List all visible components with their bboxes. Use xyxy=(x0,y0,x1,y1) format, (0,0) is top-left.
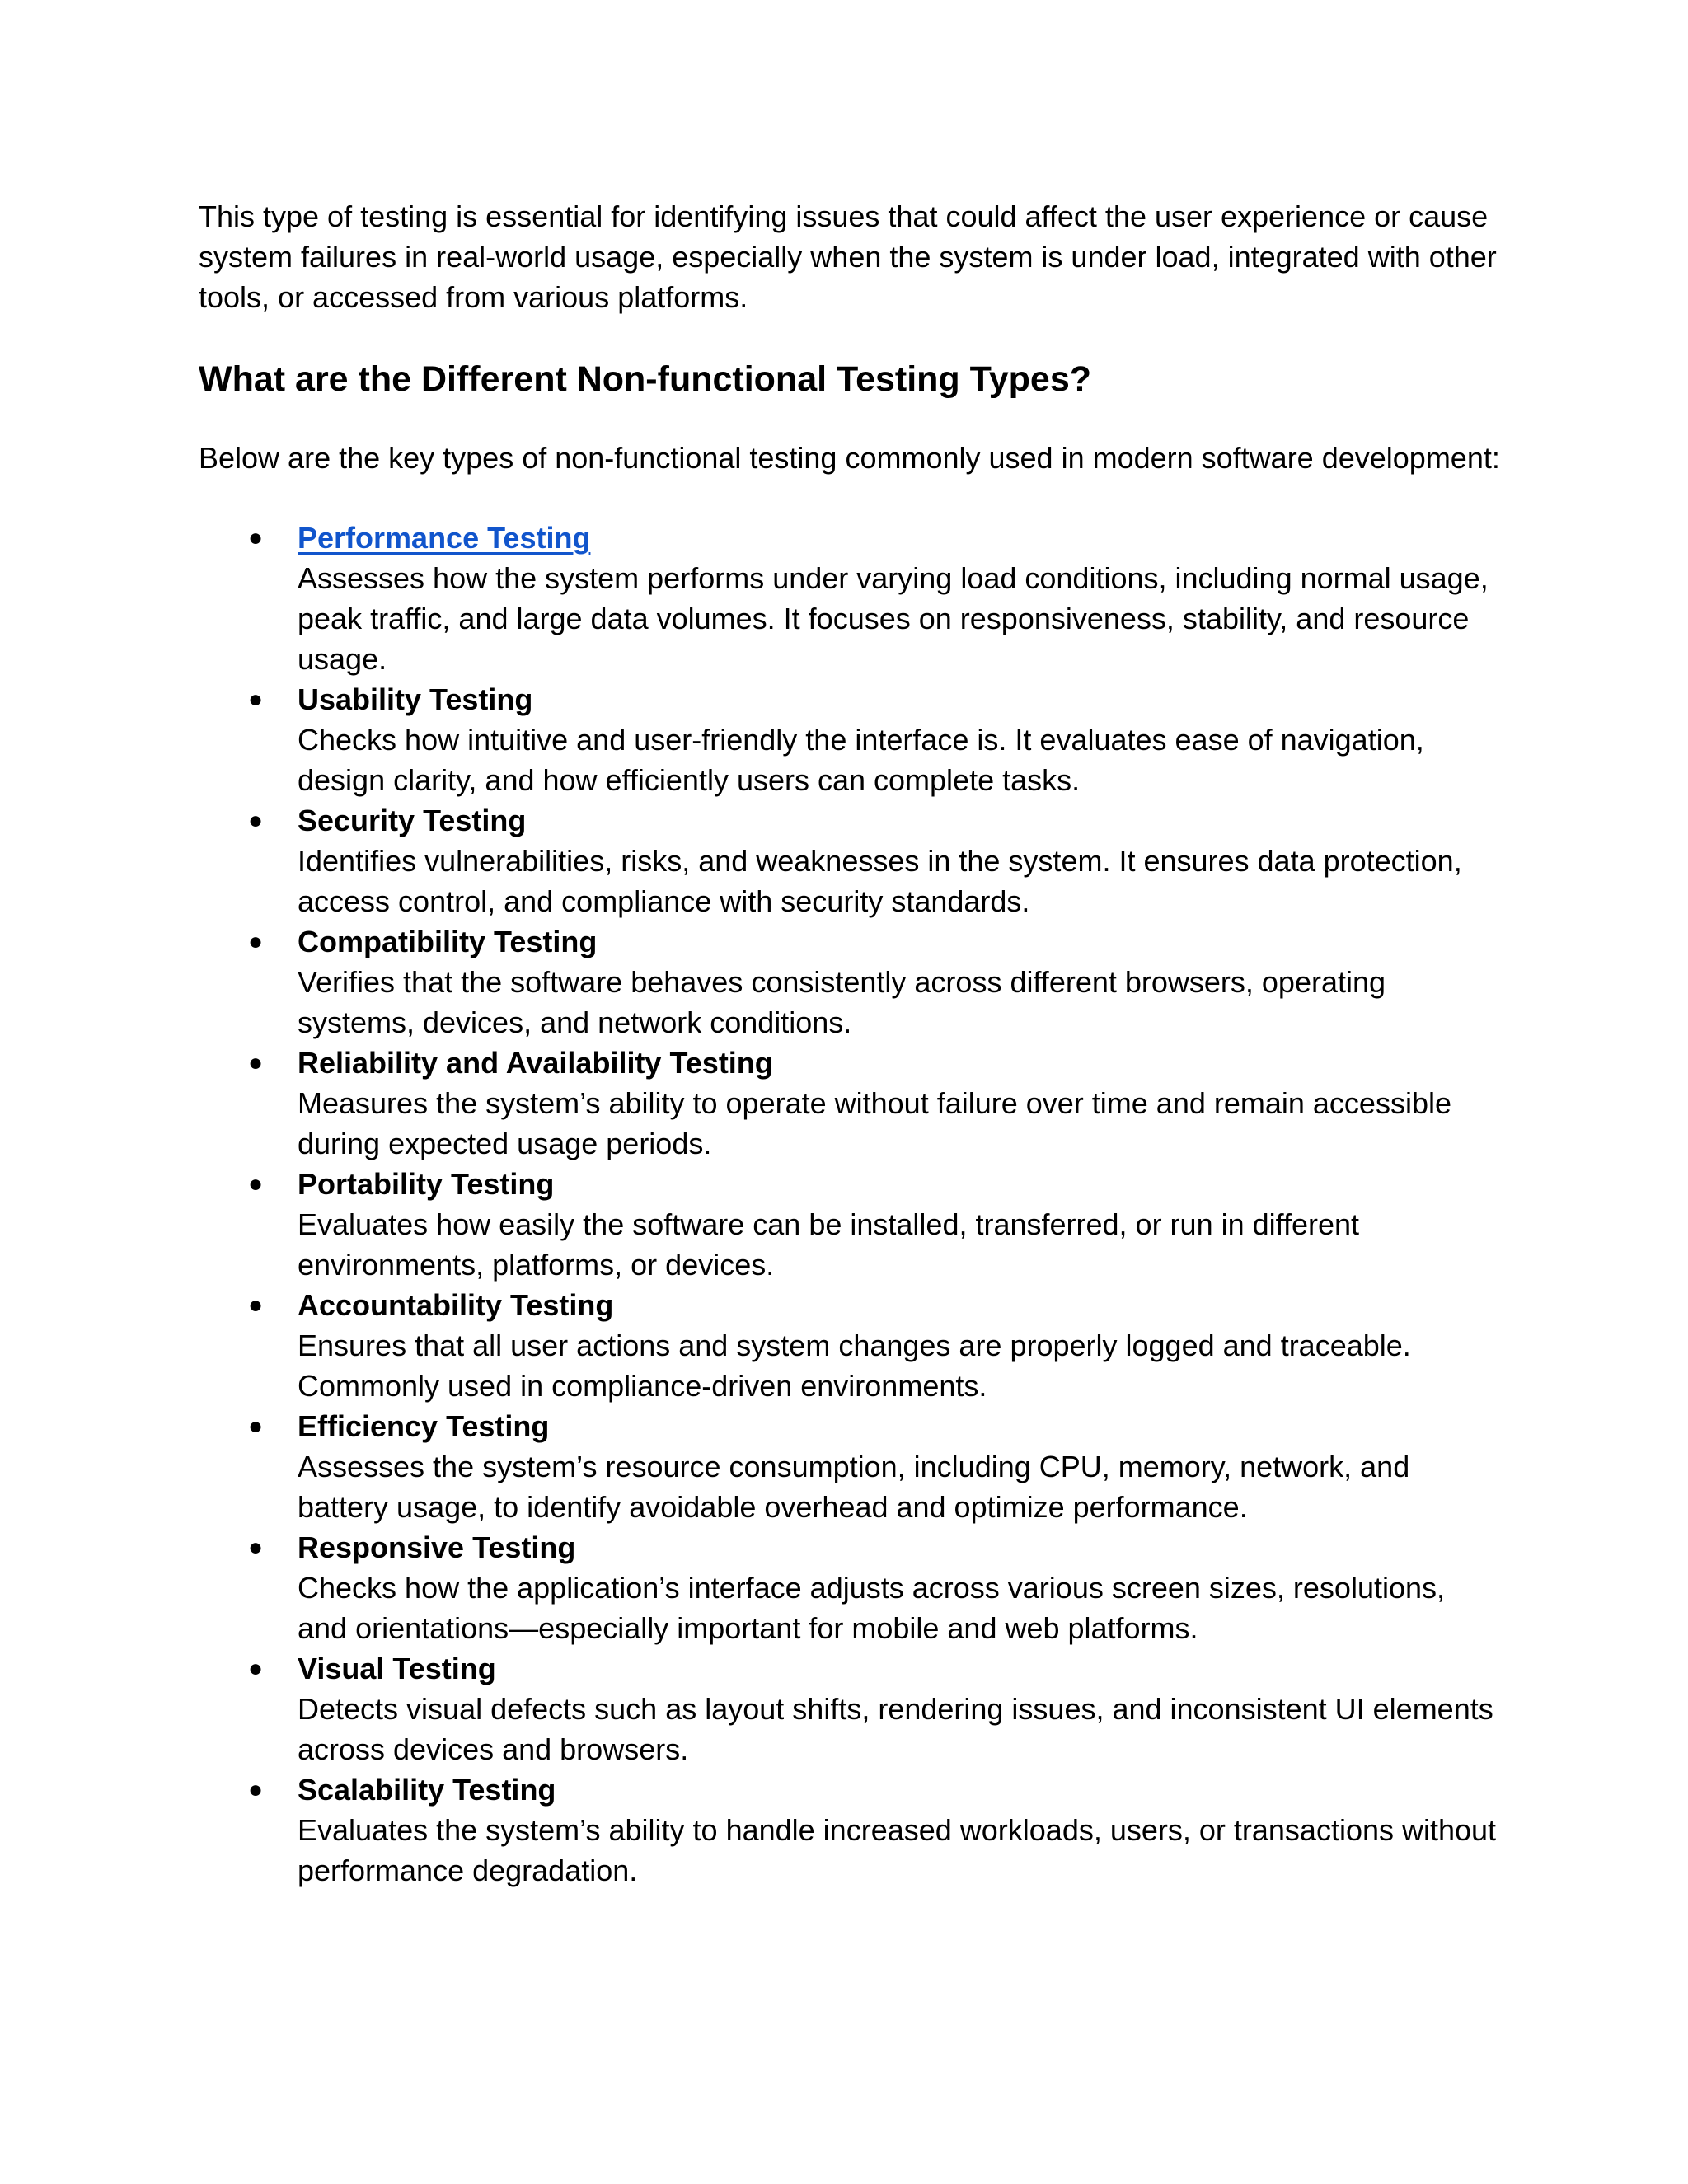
item-title: Responsive Testing xyxy=(298,1530,576,1564)
list-item xyxy=(199,679,1501,800)
list-item xyxy=(199,1164,1501,1285)
item-description: Ensures that all user actions and system changes are properly logged and traceable. Commonly used in compliance-driven environments. xyxy=(298,1329,1411,1403)
bullet-icon: ● xyxy=(248,1170,264,1197)
bullet-icon: ● xyxy=(248,807,264,834)
bullet-icon: ● xyxy=(248,686,264,713)
bullet-icon: ● xyxy=(248,1291,264,1319)
list-item xyxy=(199,921,1501,1043)
performance-testing-link[interactable]: Performance Testing xyxy=(298,521,591,555)
item-description: Checks how intuitive and user-friendly the interface is. It evaluates ease of navigation, design clarity, and how efficiently users can complete tasks. xyxy=(298,723,1424,797)
list-item xyxy=(199,1043,1501,1164)
section-heading: What are the Different Non-functional Testing Types? xyxy=(199,359,1091,399)
list-item xyxy=(199,1285,1501,1406)
list-item xyxy=(199,800,1501,921)
item-description: Evaluates how easily the software can be installed, transferred, or run in different environments, platforms, or devices. xyxy=(298,1207,1360,1282)
intro-paragraph: This type of testing is essential for identifying issues that could affect the user experience or cause system failures in real-world usage, especially when the system is under load, integrated with other tools, or accessed from various platforms. xyxy=(199,199,1497,314)
item-description: Assesses how the system performs under varying load conditions, including normal usage, peak traffic, and large data volumes. It focuses on responsiveness, stability, and resource usage. xyxy=(298,561,1489,676)
item-description: Measures the system’s ability to operate without failure over time and remain accessible during expected usage periods. xyxy=(298,1086,1451,1160)
bullet-icon: ● xyxy=(248,928,264,955)
list-item xyxy=(199,1406,1501,1527)
bullet-icon: ● xyxy=(248,1049,264,1076)
item-title: Reliability and Availability Testing xyxy=(298,1046,773,1080)
bullet-icon: ● xyxy=(248,1534,264,1561)
item-description: Verifies that the software behaves consistently across different browsers, operating systems, devices, and network conditions. xyxy=(298,965,1386,1039)
item-description: Evaluates the system’s ability to handle increased workloads, users, or transactions without performance degradation. xyxy=(298,1813,1497,1887)
item-description: Assesses the system’s resource consumption, including CPU, memory, network, and battery usage, to identify avoidable overhead and optimize performance. xyxy=(298,1450,1410,1524)
bullet-icon: ● xyxy=(248,1655,264,1682)
item-title: Security Testing xyxy=(298,804,527,837)
lead-paragraph: Below are the key types of non-functional testing commonly used in modern software development: xyxy=(199,441,1500,475)
list-item xyxy=(199,518,1501,679)
bullet-icon: ● xyxy=(248,1413,264,1440)
item-title: Scalability Testing xyxy=(298,1773,556,1807)
bullet-icon: ● xyxy=(248,524,264,551)
item-description: Identifies vulnerabilities, risks, and weaknesses in the system. It ensures data protection, access control, and compliance with security standards. xyxy=(298,844,1462,918)
item-title: Portability Testing xyxy=(298,1167,555,1201)
item-title: Visual Testing xyxy=(298,1652,496,1685)
list-item xyxy=(199,1527,1501,1648)
item-title: Compatibility Testing xyxy=(298,925,598,958)
testing-types-list xyxy=(199,518,1501,1891)
list-item xyxy=(199,1769,1501,1891)
document-content xyxy=(199,196,1501,1891)
item-title: Usability Testing xyxy=(298,682,533,716)
item-title: Efficiency Testing xyxy=(298,1409,550,1443)
item-description: Checks how the application’s interface adjusts across various screen sizes, resolutions, and orientations—especially important for mobile and web platforms. xyxy=(298,1571,1446,1645)
item-description: Detects visual defects such as layout shifts, rendering issues, and inconsistent UI elements across devices and browsers. xyxy=(298,1692,1493,1766)
bullet-icon: ● xyxy=(248,1776,264,1803)
list-item xyxy=(199,1648,1501,1769)
item-title: Accountability Testing xyxy=(298,1288,614,1322)
